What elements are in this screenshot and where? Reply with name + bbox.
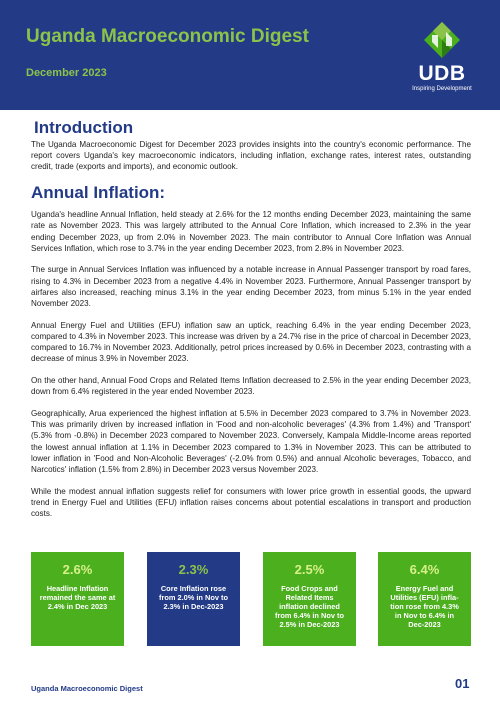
card-value: 6.4%	[409, 562, 440, 577]
food-crops-inflation-card	[263, 552, 356, 646]
udb-logo	[402, 18, 482, 100]
logo-wordmark: UDB	[418, 62, 466, 85]
card-value: 2.6%	[62, 562, 93, 577]
udb-emblem-icon	[402, 18, 482, 62]
inflation-paragraph-5: Geographically, Arua experienced the highest inflation at 5.5% in December 2023 compared to 3.7% in November 2023. This was primarily driven by increased inflation in 'Food and non-alcoholic beverages' (4.3% from 1.4%) and 'Transport' (5.3% from -0.8%) in December 2023 compared to November 2023. Conversely, Kampala Middle-Income areas reported the lowest annual inflation at 1.1% in December 2023 compared to 1.3% in November 2023. This can be attributed to lower inflation in 'Food and Non-Alcoholic Beverages' (-2.0% from 0.5%) and annual Alcoholic beverages, Tobacco, and Narcotics' inflation (1.5% from 2.8%) in December 2023 versus November 2023.	[31, 408, 471, 474]
main-content	[31, 118, 471, 530]
inflation-paragraph-2: The surge in Annual Services Inflation was influenced by a notable increase in Annual Passenger transport by road fares, rising to 4.3% in December 2023 from a negative 4.4% in November 2023. Furthermore, Annual Passenger transport by airfares also increased, reaching minus 3.1% in the year ending December 2023, from minus 5.1% in the year ended November 2023.	[31, 265, 471, 309]
page-header	[0, 0, 500, 110]
annual-inflation-heading: Annual Inflation:	[31, 183, 166, 203]
page-number: 01	[455, 676, 470, 691]
card-description: Headline Inflation remained the same at 2.4% in Dec 2023	[39, 584, 116, 611]
report-date: December 2023	[26, 67, 107, 79]
inflation-paragraph-1: Uganda's headline Annual Inflation, held steady at 2.6% for the 12 months ending December 2023, maintaining the same rate as November 2023. This was largely attributed to the Annual Core Inflation, which increased to 2.3% in the year ending December 2023, up from 2.0% in November 2023. The main contributor to Annual Core Inflation was Annual Services Inflation, which rose to 3.7% in the year ending December 2023, from 2.8% in November 2023.	[31, 210, 471, 253]
logo-tagline: Inspiring Development	[412, 86, 472, 92]
card-description: Core Inflation rose from 2.0% in Nov to 2.3% in Dec-2023	[159, 584, 228, 611]
core-inflation-card	[147, 552, 240, 646]
efu-inflation-card	[378, 552, 471, 646]
inflation-paragraph-6: While the modest annual inflation suggests relief for consumers with lower price growth in essential goods, the upward trend in Energy Fuel and Utilities (EFU) inflation raises concerns about potential escalations in transport and production costs.	[31, 486, 471, 519]
introduction-heading: Introduction	[34, 118, 134, 137]
inflation-paragraph-3: Annual Energy Fuel and Utilities (EFU) inflation saw an uptick, reaching 6.4% in the year ending December 2023, compared to 4.3% in November 2023. This increase was driven by a 24.7% rise in the price of charcoal in December 2023, compared to 16.7% in November 2023. Additionally, petrol prices increased by 0.6% in December 2023, contrasting with a decrease of minus 3.9% in November 2023.	[31, 320, 471, 364]
card-value: 2.3%	[178, 562, 209, 577]
card-description: Food Crops and Related Items inflation declined from 6.4% in Nov to 2.5% in Dec-2023	[275, 584, 344, 629]
card-description: Energy Fuel and Utilities (EFU) infla-tion rose from 4.3% in Nov to 6.4% in Dec-2023	[390, 584, 459, 629]
headline-inflation-card	[31, 552, 124, 646]
key-figures-cards	[31, 552, 471, 646]
card-value: 2.5%	[294, 562, 325, 577]
inflation-paragraph-4: On the other hand, Annual Food Crops and Related Items Inflation decreased to 2.5% in the year ending December 2023, down from 6.4% registered in the year ended November 2023.	[31, 376, 471, 397]
introduction-paragraph: The Uganda Macroeconomic Digest for December 2023 provides insights into the country's economic performance. The report covers Uganda's key macroeconomic indicators, including inflation, exchange rates, interest rates, outstanding credit, trade (exports and imports), and economic outlook.	[31, 140, 471, 172]
report-title: Uganda Macroeconomic Digest	[26, 26, 309, 47]
footer-title: Uganda Macroeconomic Digest	[31, 684, 143, 693]
